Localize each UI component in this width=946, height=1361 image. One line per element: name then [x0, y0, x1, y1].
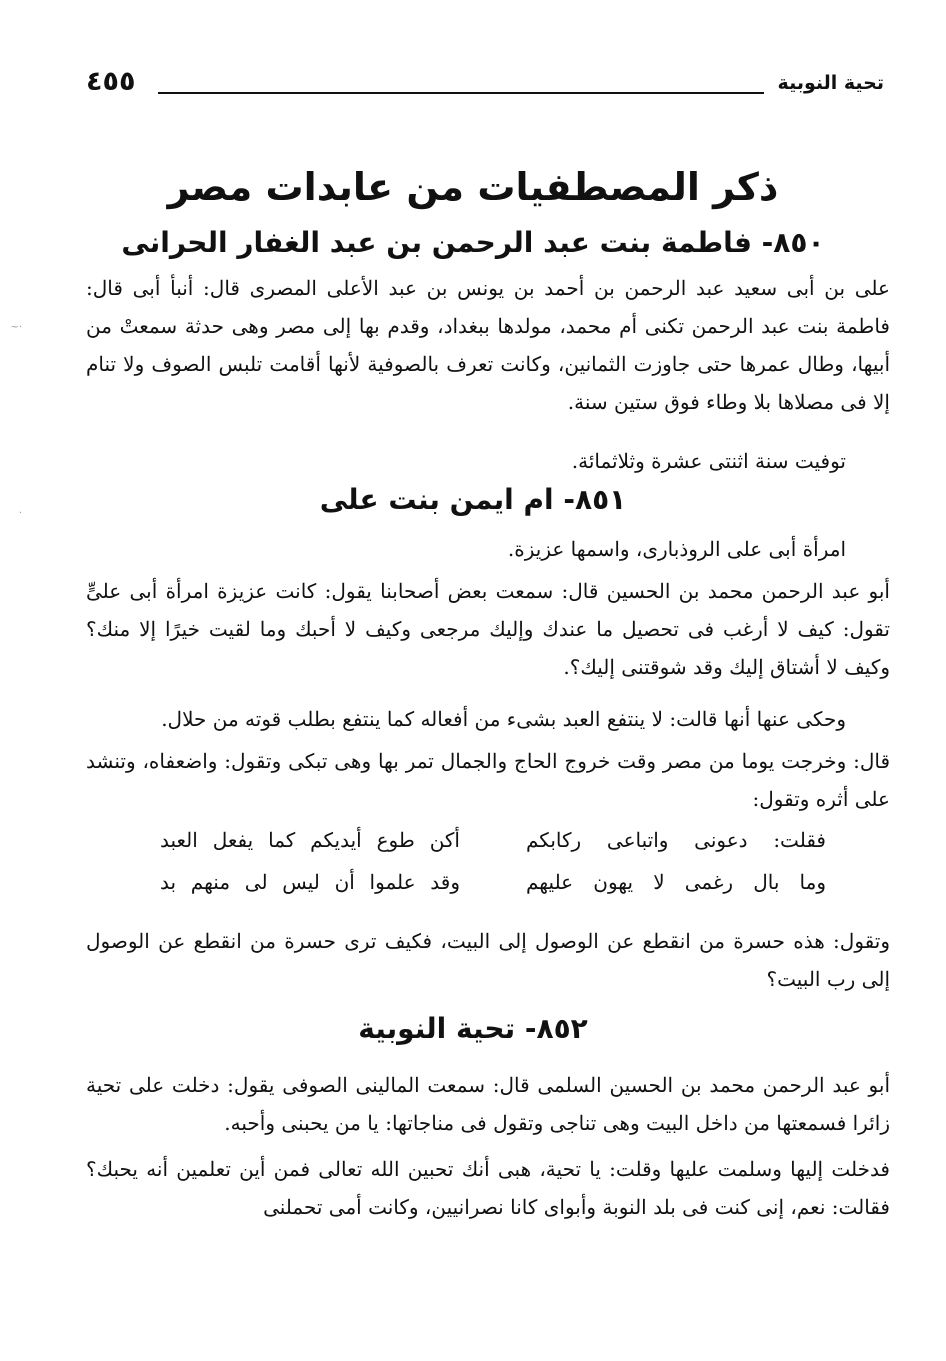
poem-verse-first-hemistich: فقلت: دعونى واتباعى ركابكم [526, 828, 826, 852]
entry-850-paragraph-2: توفيت سنة اثنتى عشرة وثلاثمائة. [571, 449, 846, 473]
entry-852-paragraph-1: أبو عبد الرحمن محمد بن الحسين السلمى قال: سمعت المالينى الصوفى يقول: دخلت على تحية زائرا فسمعتها من داخل البيت وهى تناجى وتقول فى مناجاتها: يا من يحبنى وأحبه. [86, 1073, 890, 1135]
poem-verse-second-hemistich: وقد علموا أن ليس لى منهم بد [160, 870, 460, 894]
scan-margin-mark: · [18, 508, 22, 519]
entry-851-paragraph-2: أبو عبد الرحمن محمد بن الحسين قال: سمعت بعض أصحابنا يقول: كانت عزيزة امرأة أبى علىٍّ تقول: كيف لا أرغب فى تحصيل ما عندك وإليك مرجعى وكيف لا أحبك وما لقيت خيرًا إلا منك؟ وكيف لا أشتاق إليك وقد شوقتنى إليك؟. [86, 579, 890, 679]
entry-heading-850: ٨٥٠- فاطمة بنت عبد الرحمن بن عبد الغفار الحرانى [121, 226, 825, 259]
poem-verse-second-hemistich: أكن طوع أيديكم كما يفعل العبد [160, 828, 460, 852]
entry-851-closing: وتقول: هذه حسرة من انقطع عن الوصول إلى البيت، فكيف ترى حسرة من انقطع عن الوصول إلى رب البيت؟ [86, 929, 890, 991]
entry-852-paragraph-2: فدخلت إليها وسلمت عليها وقلت: يا تحية، هبى أنك تحبين الله تعالى فمن أين تعلمين أنه يحبك؟ فقالت: نعم، إنى كنت فى بلد النوبة وأبواى كانا نصرانيين، وكانت أمى تحملنى [86, 1157, 890, 1219]
poem-verse [160, 828, 826, 870]
poem-verse [160, 870, 826, 912]
poem-verse-first-hemistich: وما بال رغمى لا يهون عليهم [526, 870, 826, 894]
running-head [86, 64, 884, 104]
entry-851-paragraph-4: قال: وخرجت يوما من مصر وقت خروج الحاج والجمال تمر بها وهى تبكى وتقول: واضعفاه، وتنشد على أثره وتقول: [86, 749, 890, 811]
entry-851-paragraph-1: امرأة أبى على الروذبارى، واسمها عزيزة. [507, 537, 846, 561]
entry-851-paragraph-3: وحكى عنها أنها قالت: لا ينتفع العبد بشىء من أفعاله كما ينتفع بطلب قوته من حلال. [161, 707, 846, 731]
section-title: ذكر المصطفيات من عابدات مصر [167, 165, 779, 209]
page-number: ٤٥٥ [86, 66, 136, 97]
poem [160, 828, 826, 912]
entry-850-paragraph-1: على بن أبى سعيد عبد الرحمن بن أحمد بن يونس بن عبد الأعلى المصرى قال: أنبأ أبى قال: فاطمة بنت عبد الرحمن تكنى أم محمد، مولدها ببغداد، وقدم بها إلى مصر وهى حدثة سمعتْ من أبيها، وطال عمرها حتى جاوزت الثمانين، وكانت تعرف بالصوفية لأنها أقامت تلبس الصوف ولا تنام إلا فى مصلاها بلا وطاء فوق ستين سنة. [86, 276, 890, 414]
scan-margin-mark: ·~ [10, 322, 22, 333]
running-head-rule [158, 92, 764, 94]
entry-heading-851: ٨٥١- ام ايمن بنت على [319, 483, 627, 516]
running-head-title: تحية النوبية [777, 72, 884, 94]
entry-heading-852: ٨٥٢- تحية النوبية [358, 1012, 588, 1045]
